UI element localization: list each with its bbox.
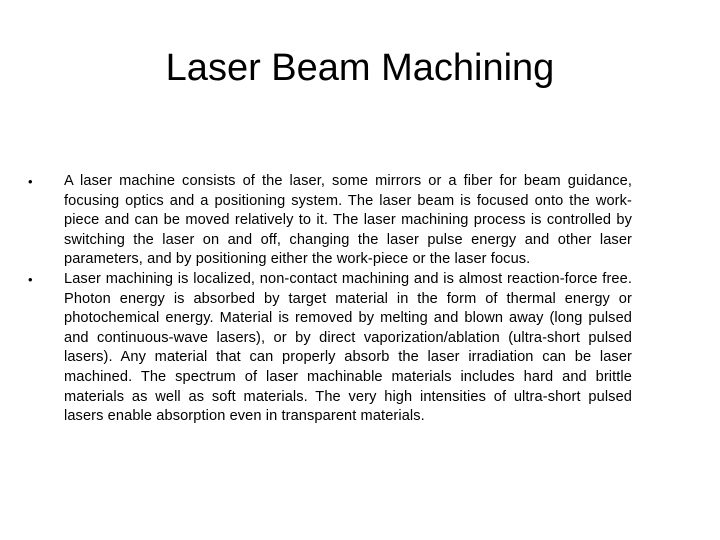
bullet-item-laser-machine — [28, 172, 632, 270]
bullet-text: A laser machine consists of the laser, some mirrors or a fiber for beam guidance, focusing optics and a positioning system. The laser beam is focused onto the work-piece and can be moved relatively to it. The laser machining process is controlled by switching the laser on and off, changing the laser pulse energy and other laser parameters, and by positioning either the work-piece or the laser focus. — [64, 173, 632, 268]
slide-title: Laser Beam Machining — [165, 47, 555, 89]
bullet-list — [28, 172, 632, 427]
bullet-marker: • — [28, 174, 33, 189]
bullet-text: Laser machining is localized, non-contact machining and is almost reaction-force free. Photon energy is absorbed by target material in the form of thermal energy or photochemical energy. Material is removed by melting and blown away (long pulsed and continuous-wave lasers), or by direct vaporization/ablation (ultra-short pulsed lasers). Any material that can properly absorb the laser irradiation can be laser machined. The spectrum of laser machinable materials includes hard and brittle materials as well as soft materials. The very high intensities of ultra-short pulsed lasers enable absorption even in transparent materials. — [64, 270, 632, 425]
bullet-marker: • — [28, 271, 33, 287]
bullet-item-laser-machining — [28, 270, 632, 427]
